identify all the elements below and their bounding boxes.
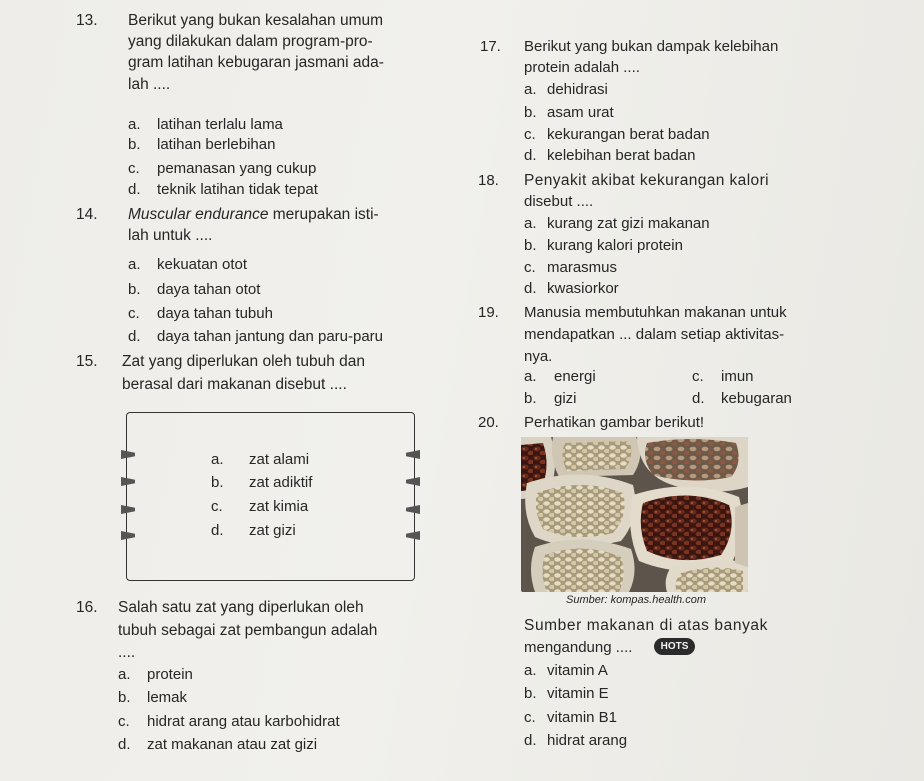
option-text[interactable]: latihan terlalu lama [157,116,283,133]
option-text[interactable]: zat kimia [249,498,309,515]
answer-box [126,412,415,581]
option-text[interactable]: daya tahan jantung dan paru-paru [157,328,384,345]
option-letter[interactable]: b. [128,281,141,298]
question-number: 18. [478,172,499,189]
option-letter[interactable]: b. [524,685,537,702]
option-text[interactable]: lemak [147,689,188,706]
option-text[interactable]: dehidrasi [547,81,608,98]
option-text[interactable]: zat makanan atau zat gizi [147,736,318,753]
food-sacks-photo [521,437,748,592]
option-letter[interactable]: c. [524,259,536,276]
option-letter[interactable]: d. [118,736,131,753]
italic-term: Muscular endurance [128,206,269,223]
question-text-line: protein adalah .... [524,59,640,76]
question-text-line: disebut .... [524,193,594,210]
option-text[interactable]: daya tahan tubuh [157,305,273,322]
question-intro: Perhatikan gambar berikut! [524,414,705,431]
option-letter[interactable]: c. [692,368,704,385]
option-text[interactable]: gizi [554,390,577,407]
option-letter[interactable]: c. [118,713,130,730]
option-text[interactable]: protein [147,666,193,683]
box-tab-decoration [121,450,135,459]
option-text[interactable]: kebugaran [721,390,792,407]
option-letter[interactable]: c. [128,160,140,177]
option-text[interactable]: imun [721,368,754,385]
option-letter[interactable]: d. [524,147,537,164]
box-tab-decoration [406,477,420,486]
question-text-line: lah untuk .... [128,227,213,244]
question-number: 15. [76,353,98,370]
question-text-line: Berikut yang bukan dampak kelebihan [524,38,779,55]
option-letter[interactable]: d. [524,280,537,297]
option-letter[interactable]: b. [524,237,537,254]
option-text[interactable]: kurang kalori protein [547,237,683,254]
option-text[interactable]: hidrat arang atau karbohidrat [147,713,340,730]
question-text-line: Zat yang diperlukan oleh tubuh dan [122,353,366,370]
question-text-line [128,206,379,225]
question-number: 14. [76,206,98,223]
option-letter[interactable]: a. [118,666,131,683]
question-text-line: Berikut yang bukan kesalahan umum [128,12,384,29]
hots-badge: HOTS [654,638,695,655]
box-tab-decoration [406,450,420,459]
box-tab-decoration [121,505,135,514]
option-letter[interactable]: a. [524,368,537,385]
option-letter[interactable]: b. [211,474,224,491]
box-tab-decoration [406,531,420,540]
option-text[interactable]: asam urat [547,104,614,121]
question-number: 16. [76,599,98,616]
option-text[interactable]: teknik latihan tidak tepat [157,181,318,198]
option-text[interactable]: kelebihan berat badan [547,147,696,164]
question-text-line: lah .... [128,76,171,93]
option-text[interactable]: kekuatan otot [157,256,248,273]
option-text[interactable]: vitamin B1 [547,709,618,726]
option-letter[interactable]: b. [118,689,131,706]
option-text[interactable]: kwasiorkor [547,280,619,297]
question-text-line: tubuh sebagai zat pembangun adalah [118,622,378,639]
option-letter[interactable]: a. [524,81,537,98]
question-text-line: yang dilakukan dalam program-pro- [128,33,373,50]
question-number: 13. [76,12,98,29]
question-text-rest: merupakan isti- [268,206,379,223]
option-letter[interactable]: a. [211,451,224,468]
option-letter[interactable]: d. [211,522,224,539]
option-letter[interactable]: a. [128,116,141,133]
question-text-line: Sumber makanan di atas banyak [524,617,769,634]
option-text[interactable]: kekurangan berat badan [547,126,710,143]
option-text[interactable]: kurang zat gizi makanan [547,215,710,232]
option-text[interactable]: hidrat arang [547,732,628,749]
question-text-line: mengandung .... [524,639,633,656]
option-letter[interactable]: d. [524,732,537,749]
sacks-of-beans-image [521,437,748,592]
option-letter[interactable]: b. [128,136,141,153]
question-text-line: Manusia membutuhkan makanan untuk [524,304,787,321]
option-letter[interactable]: c. [211,498,223,515]
option-letter[interactable]: a. [128,256,141,273]
question-text-line: gram latihan kebugaran jasmani ada- [128,54,384,71]
option-text[interactable]: energi [554,368,596,385]
question-number: 20. [478,414,499,431]
question-text-line: berasal dari makanan disebut .... [122,376,347,393]
option-letter[interactable]: c. [128,305,140,322]
option-letter[interactable]: c. [524,709,536,726]
box-tab-decoration [121,531,135,540]
option-text[interactable]: vitamin A [547,662,608,679]
option-letter[interactable]: c. [524,126,536,143]
question-text-line: mendapatkan ... dalam setiap aktivitas- [524,326,785,343]
option-letter[interactable]: a. [524,215,537,232]
option-text[interactable]: zat adiktif [249,474,313,491]
question-number: 17. [480,38,501,55]
option-letter[interactable]: d. [692,390,705,407]
option-text[interactable]: latihan berlebihan [157,136,276,153]
option-letter[interactable]: b. [524,104,537,121]
option-letter[interactable]: d. [128,181,141,198]
box-tab-decoration [121,477,135,486]
option-text[interactable]: zat gizi [249,522,296,539]
question-text-line: .... [118,644,136,661]
option-letter[interactable]: a. [524,662,537,679]
question-text-line: Penyakit akibat kekurangan kalori [524,172,769,189]
option-letter[interactable]: b. [524,390,537,407]
box-tab-decoration [406,505,420,514]
question-number: 19. [478,304,499,321]
option-text[interactable]: marasmus [547,259,618,276]
question-text-line: nya. [524,348,553,365]
option-text[interactable]: daya tahan otot [157,281,261,298]
option-text[interactable]: vitamin E [547,685,609,702]
option-text[interactable]: zat alami [249,451,310,468]
option-text[interactable]: pemanasan yang cukup [157,160,317,177]
option-letter[interactable]: d. [128,328,141,345]
image-caption: Sumber: kompas.health.com [566,594,707,606]
question-text-line: Salah satu zat yang diperlukan oleh [118,599,364,616]
